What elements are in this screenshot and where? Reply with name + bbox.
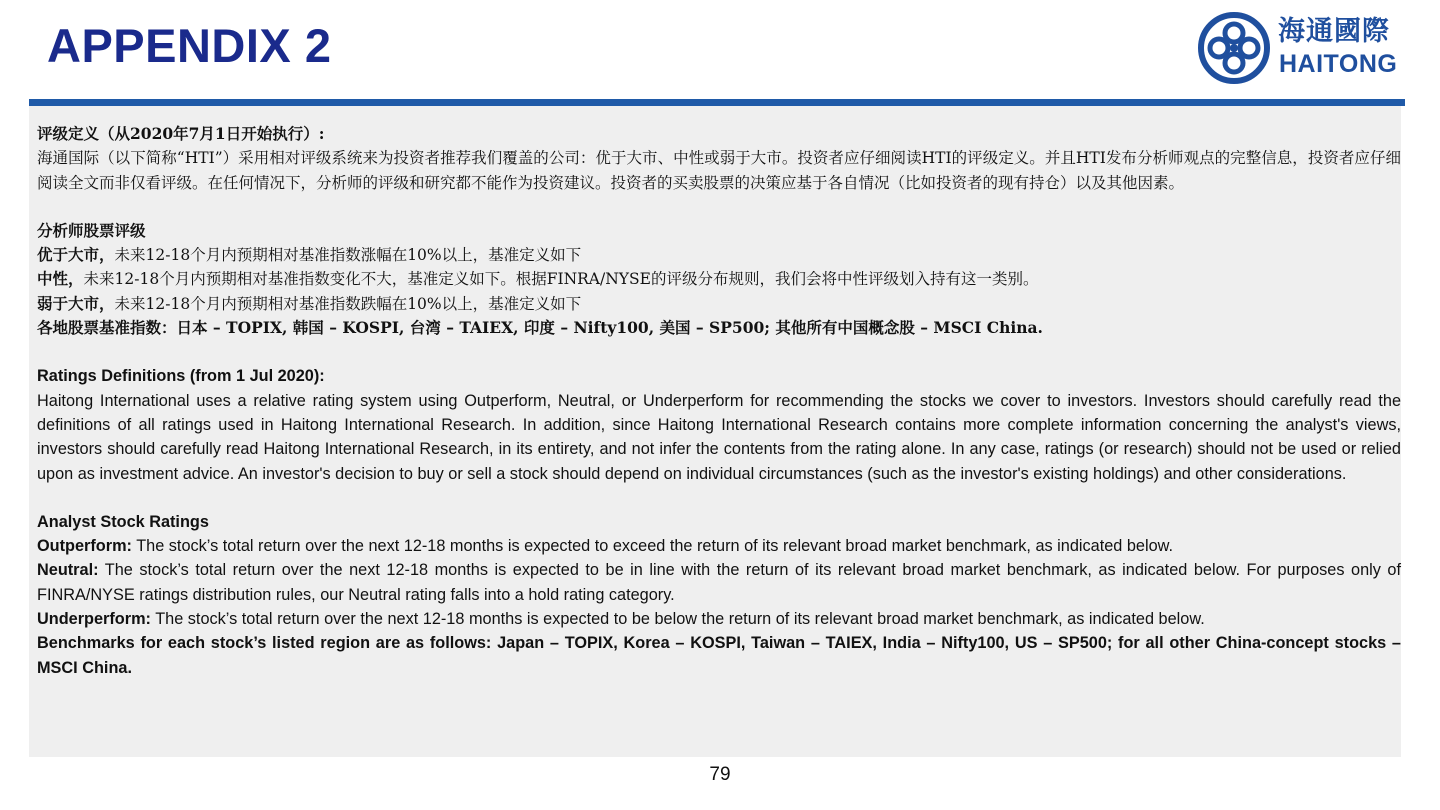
cn-outperform-text: 未来12-18个月内预期相对基准指数涨幅在10%以上，基准定义如下 <box>114 246 582 265</box>
en-underperform-line <box>37 607 1401 631</box>
page-title: APPENDIX 2 <box>47 19 332 72</box>
en-neutral-label: Neutral: <box>37 561 99 580</box>
en-outperform-label: Outperform: <box>37 537 132 556</box>
haitong-logo-icon <box>1198 12 1270 84</box>
en-ratings-heading: Analyst Stock Ratings <box>37 512 209 531</box>
en-outperform-text: The stock’s total return over the next 12-18 months is expected to exceed the return of its relevant broad market benchmark, as indicated below. <box>131 537 1174 556</box>
en-benchmarks: Benchmarks for each stock’s listed region are as follows: Japan – TOPIX, Korea – KOSPI, Taiwan – TAIEX, India – Nifty100, US – SP500; for all other China-concept stocks – MSCI China. <box>37 634 1401 677</box>
en-intro-paragraph: Haitong International uses a relative rating system using Outperform, Neutral, or Underperform for recommending the stocks we cover to investors. Investors should carefully read the definitions of all ratings used in Haitong International Research. In addition, since Haitong International Research contains more complete information concerning the analyst's views, investors should carefully read Haitong International Research, in its entirety, and not infer the contents from the rating alone. In any case, ratings (or research) should not be used or relied upon as investment advice. An investor's decision to buy or sell a stock should depend on individual circumstances (such as the investor's existing holdings) and other considerations. <box>37 391 1401 483</box>
header-divider <box>29 99 1405 106</box>
en-underperform-text: The stock’s total return over the next 12-18 months is expected to be below the return of its relevant broad market benchmark, as indicated below. <box>150 610 1205 629</box>
cn-ratings-heading: 分析师股票评级 <box>37 220 146 240</box>
cn-underperform-line <box>37 292 1401 316</box>
cn-underperform-text: 未来12-18个月内预期相对基准指数跌幅在10%以上，基准定义如下 <box>114 294 582 313</box>
en-outperform-line <box>37 534 1401 558</box>
en-underperform-label: Underperform: <box>37 610 151 629</box>
page-number: 79 <box>709 764 731 785</box>
en-neutral-line <box>37 558 1401 607</box>
cn-outperform-line <box>37 243 1401 267</box>
logo-chinese-text: 海通國際 <box>1278 16 1390 47</box>
cn-heading: 评级定义（从2020年7月1日开始执行）: <box>37 124 325 143</box>
cn-intro-paragraph: 海通国际（以下简称“HTI”）采用相对评级系统来为投资者推荐我们覆盖的公司：优于大市、中性或弱于大市。投资者应仔细阅读HTI的评级定义。并且HTI发布分析师观点的完整信息，投资者应仔细阅读全文而非仅看评级。在任何情况下，分析师的评级和研究都不能作为投资建议。投资者的买卖股票的决策应基于各自情况（比如投资者的现有持仓）以及其他因素。 <box>37 149 1401 192</box>
en-neutral-text: The stock’s total return over the next 12-18 months is expected to be in line with the return of its relevant broad market benchmark, as indicated below. For purposes only of FINRA/NYSE ratings distribution rules, our Neutral rating falls into a hold rating category. <box>37 561 1401 604</box>
company-logo <box>1198 12 1408 84</box>
cn-benchmarks: 各地股票基准指数：日本 – TOPIX, 韩国 – KOSPI, 台湾 – TAIEX, 印度 – Nifty100, 美国 – SP500; 其他所有中国概念股 – MSCI China. <box>37 318 1043 338</box>
logo-english-text: HAITONG <box>1279 50 1398 78</box>
cn-neutral-line <box>37 267 1401 291</box>
cn-neutral-label: 中性， <box>37 269 84 289</box>
en-heading: Ratings Definitions (from 1 Jul 2020): <box>37 367 325 386</box>
cn-outperform-label: 优于大市， <box>37 245 115 265</box>
disclosure-panel <box>29 106 1401 757</box>
cn-underperform-label: 弱于大市， <box>37 293 115 313</box>
cn-neutral-text: 未来12-18个月内预期相对基准指数变化不大，基准定义如下。根据FINRA/NYSE的评级分布规则，我们会将中性评级划入持有这一类别。 <box>83 270 1039 289</box>
